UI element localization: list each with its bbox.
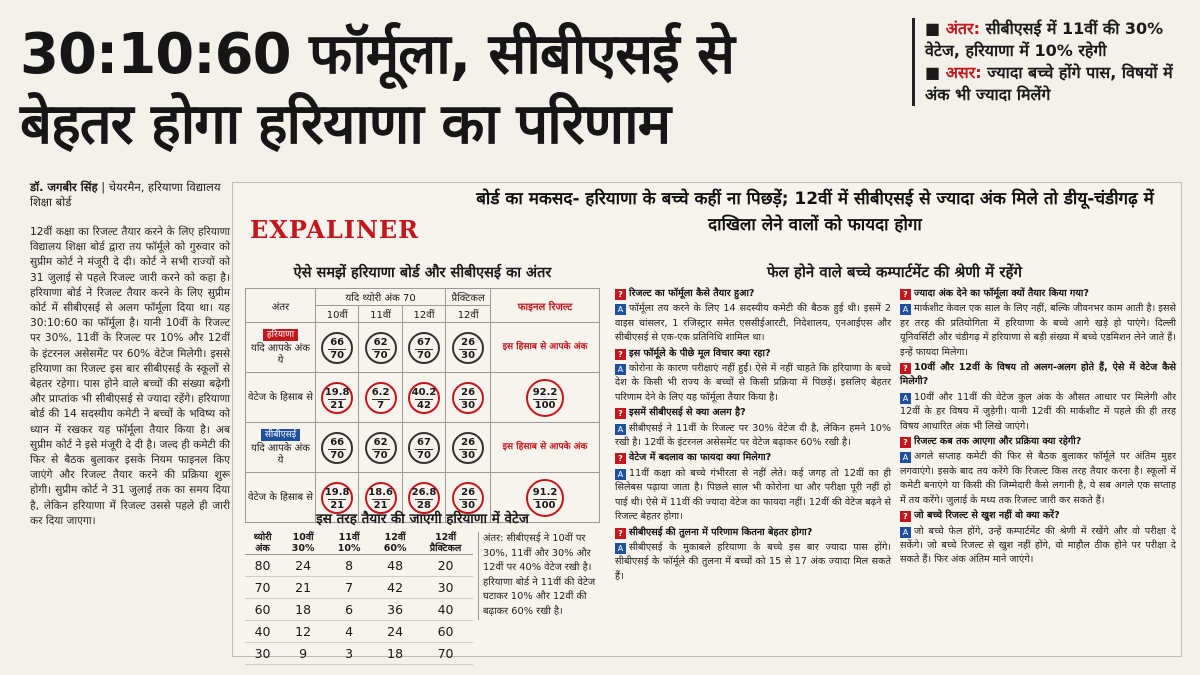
table-cell: 6 bbox=[326, 599, 372, 621]
table-row bbox=[245, 555, 473, 577]
cell bbox=[316, 373, 359, 423]
table-cell: 24 bbox=[280, 555, 326, 577]
author-byline bbox=[30, 180, 230, 210]
table-cell: 18 bbox=[372, 643, 418, 665]
table-cell: 18 bbox=[280, 599, 326, 621]
score-circle: $\frac{19.8}{21}$ bbox=[321, 382, 353, 414]
answer-icon: A bbox=[615, 543, 626, 554]
table-cell: 48 bbox=[372, 555, 418, 577]
sidebar-bullet-1: ■ अंतर: सीबीएसई में 11वीं की 30% वेटेज, हरियाणा में 10% रहेगी bbox=[925, 19, 1164, 60]
qa-answer bbox=[900, 302, 1176, 360]
table-cell: 60 bbox=[245, 599, 280, 621]
weightage-table bbox=[245, 532, 473, 665]
table-cell: 70 bbox=[245, 577, 280, 599]
answer-icon: A bbox=[900, 452, 911, 463]
cell bbox=[359, 373, 402, 423]
qa-answer bbox=[615, 362, 891, 405]
table-cell: 20 bbox=[418, 555, 473, 577]
headline bbox=[20, 20, 900, 160]
row-if-text: यदि आपके अंक ये bbox=[251, 342, 310, 366]
qa-answer bbox=[615, 302, 891, 345]
qa-question bbox=[615, 347, 891, 361]
cell bbox=[402, 323, 445, 373]
bullet-label-1: अंतर: bbox=[945, 19, 980, 38]
answer-icon: A bbox=[615, 364, 626, 375]
sidebar-highlights bbox=[912, 18, 1182, 106]
question-icon: ? bbox=[615, 453, 626, 464]
question-text: इस फॉर्मूले के पीछे मूल विचार क्या रहा? bbox=[629, 347, 771, 359]
answer-text: 10वीं और 11वीं की वेटेज कुल अंक के औसत आधार पर मिलेगी और 12वीं के हर विषय में जुड़ेगी। यानी 12वीं की मार्कशीट में पहले की ही तरह विषय आधारित अंक भी लिखे जाएंगे। bbox=[900, 391, 1176, 432]
qa-question bbox=[615, 526, 891, 540]
qa-question bbox=[900, 287, 1176, 301]
question-text: रिजल्ट का फॉर्मूला कैसे तैयार हुआ? bbox=[629, 288, 755, 299]
table-cell: 3 bbox=[326, 643, 372, 665]
sidebar-bullet-2: ■ असर: ज्यादा बच्चे होंगे पास, विषयों में अंक भी ज्यादा मिलेंगे bbox=[925, 63, 1173, 104]
author-name: डॉ. जगबीर सिंह bbox=[30, 180, 98, 194]
score-circle: $\frac{26.8}{28}$ bbox=[408, 482, 440, 514]
cell bbox=[446, 323, 491, 373]
question-icon: ? bbox=[900, 363, 911, 374]
table-cell: 30 bbox=[245, 643, 280, 665]
answer-text: जो बच्चे फेल होंगे, उन्हें कम्पार्टमेंट की श्रेणी में रखेंगे और वो परीक्षा दे सकेंगे। जो बच्चे रिजल्ट से खुश नहीं होंगे, वो माहौल ठीक होने पर परीक्षा दे सकते हैं। फिर अंक अंतिम माने जाएंगे। bbox=[900, 525, 1176, 566]
question-icon: ? bbox=[615, 408, 626, 419]
cell bbox=[316, 423, 359, 473]
table-cell: 40 bbox=[245, 621, 280, 643]
left-column-text: 12वीं कक्षा का रिजल्ट तैयार करने के लिए हरियाणा विद्यालय शिक्षा बोर्ड द्वारा तय फॉर्मूले को गुरुवार को सुप्रीम कोर्ट ने मंजूरी दे दी। कोर्ट ने सभी राज्यों को 31 जुलाई से पहले रिजल्ट जारी करने को कहा है। हरियाणा बोर्ड ने रिजल्ट तैयार करने के लिए सुप्रीम कोर्ट में सीबीएसई से अलग फॉर्मूला दिया था। यह 30:10:60 का फॉर्मूला है। यानी 10वीं के रिजल्ट पर 30%, 11वीं के रिजल्ट पर 10% और 12वीं के इंटरनल असेसमेंट पर 60% वेटेज मिलेगी। इससे हरियाणा का रिजल्ट इस बार सीबीएसई के स्कूलों से बेहतर रहेगा। पास होने वाले बच्चों की संख्या बढ़ेगी और प्राप्तांक भी सीबीएसई से ज्यादा रहेंगे। हरियाणा बोर्ड की 14 सदस्यीय कमेटी ने बच्चों के भविष्य को ध्यान में रखकर यह फॉर्मूला तैयार किया है। अब सुप्रीम कोर्ट ने इसे मंजूरी दे दी है। जल्द ही कमेटी की फिर से बैठक बुलाकर इसके नियम फाइनल किए जाएंगे और रिजल्ट तैयार करने की प्रक्रिया शुरू होगी। सुप्रीम कोर्ट ने 31 जुलाई तक का समय दिया है, लेकिन हरियाणा में रिजल्ट उससे पहले ही जारी कर दिया जाएगा। bbox=[30, 226, 230, 527]
table-cell: 60 bbox=[418, 621, 473, 643]
score-circle: $\frac{6.2}{7}$ bbox=[365, 382, 397, 414]
cbse-if-label bbox=[246, 423, 316, 473]
cell bbox=[446, 423, 491, 473]
answer-text: अगले सप्ताह कमेटी की फिर से बैठक बुलाकर फॉर्मूले पर अंतिम मुहर लगवाएंगे। इसके बाद तय करेंगे कि रिजल्ट किस तरह तैयार करना है। स्कूलों में कमेटी बनाएंगे या किसी की जिम्मेदारी कैसे लगानी है, ये सब अगले एक सप्ताह में तय करेंगे। जुलाई के मध्य तक रिजल्ट जारी कर सकते हैं। bbox=[900, 451, 1176, 506]
table-cell: 7 bbox=[326, 577, 372, 599]
calc-note: इस हिसाब से आपके अंक bbox=[491, 323, 600, 373]
question-icon: ? bbox=[615, 289, 626, 300]
answer-text: सीबीएसई ने 11वीं के रिजल्ट पर 30% वेटेज दी है, लेकिन हमने 10% रखी है। 12वीं के इंटरनल असेसमेंट पर वेटेज बढ़ाकर 60% रखी है। bbox=[615, 422, 891, 449]
question-icon: ? bbox=[900, 437, 911, 448]
answer-icon: A bbox=[900, 527, 911, 538]
answer-text: 11वीं कक्षा को बच्चे गंभीरता से नहीं लेते। कई जगह तो 12वीं का ही सिलेबस पढ़ाया जाता है। पिछले साल भी कोरोना था और परीक्षा पूरी नहीं हो पाई थी। ऐसे में 11वीं की ज्यादा वेटेज का फायदा नहीं। 12वीं की वेटेज बढ़ने से रिजल्ट बेहतर होगा। bbox=[615, 467, 891, 523]
explainer-label: EXPALINER bbox=[250, 215, 420, 244]
qa-answer bbox=[615, 422, 891, 451]
qa-question bbox=[615, 451, 891, 465]
weightage-header: थ्योरी अंक bbox=[245, 532, 280, 555]
table-row bbox=[245, 532, 473, 555]
comparison-table bbox=[245, 288, 600, 523]
qa-answer bbox=[900, 450, 1176, 508]
question-icon: ? bbox=[900, 289, 911, 300]
table-cell: 21 bbox=[280, 577, 326, 599]
header-final: फाइनल रिजल्ट bbox=[491, 289, 600, 323]
author-role: | चेयरमैन, हरियाणा विद्यालय शिक्षा बोर्ड bbox=[30, 180, 221, 209]
weightage-body bbox=[245, 555, 473, 665]
answer-icon: A bbox=[615, 304, 626, 315]
col-12-practical: 12वीं bbox=[446, 306, 491, 323]
score-circle: $\frac{40.2}{42}$ bbox=[408, 382, 440, 414]
row-if-text: यदि आपके अंक ये bbox=[251, 442, 310, 466]
score-circle: $\frac{67}{70}$ bbox=[408, 432, 440, 464]
table-row bbox=[245, 621, 473, 643]
haryana-tag: हरियाणा bbox=[263, 329, 298, 341]
table-cell: 4 bbox=[326, 621, 372, 643]
answer-icon: A bbox=[900, 393, 911, 404]
score-circle: $\frac{26}{30}$ bbox=[452, 432, 484, 464]
qa-question bbox=[615, 287, 891, 301]
answer-text: मार्कशीट केवल एक साल के लिए नहीं, बल्कि जीवनभर काम आती है। इससे हर तरह की प्रतियोगिता में हरियाणा के बच्चे आगे खड़े हो पाएंगे। दिल्ली यूनिवर्सिटी और चंडीगढ़ में हरियाणा से बड़ी संख्या में बच्चे एडमिशन लेने जाते हैं। इन्हें फायदा मिलेगा। bbox=[900, 303, 1176, 358]
table-row bbox=[245, 643, 473, 665]
headline-line-1: 30:10:60 फॉर्मूला, सीबीएसई से bbox=[20, 22, 734, 87]
table-cell: 9 bbox=[280, 643, 326, 665]
question-text: इसमें सीबीएसई से क्या अलग है? bbox=[629, 407, 746, 419]
answer-text: फॉर्मूला तय करने के लिए 14 सदस्यीय कमेटी की बैठक हुई थी। इसमें 2 वाइस चांसलर, 1 रजिस्ट्रार समेत एससीईआरटी, निदेशालय, एनआईएस और सीबीएसई से एक-एक प्रतिनिधि शामिल था। bbox=[615, 303, 891, 344]
header-theory: यदि थ्योरी अंक 70 bbox=[316, 289, 446, 306]
score-circle: $\frac{66}{70}$ bbox=[321, 432, 353, 464]
score-circle: $\frac{18.6}{21}$ bbox=[365, 482, 397, 514]
col-10: 10वीं bbox=[316, 306, 359, 323]
haryana-wt-label: वेटेज के हिसाब से bbox=[246, 373, 316, 423]
weightage-header: 10वीं 30% bbox=[280, 532, 326, 555]
table-cell: 30 bbox=[418, 577, 473, 599]
answer-icon: A bbox=[615, 469, 626, 480]
header-antar: अंतर bbox=[246, 289, 316, 323]
question-text: वेटेज में बदलाव का फायदा क्या मिलेगा? bbox=[629, 452, 772, 464]
headline-line-2: बेहतर होगा हरियाणा का परिणाम bbox=[20, 92, 671, 157]
answer-icon: A bbox=[900, 304, 911, 315]
haryana-if-label bbox=[246, 323, 316, 373]
question-text: जो बच्चे रिजल्ट से खुश नहीं वो क्या करें? bbox=[914, 510, 1060, 522]
table-row bbox=[246, 373, 600, 423]
qa-question bbox=[615, 406, 891, 420]
qa-right-column bbox=[900, 287, 1176, 569]
board-objective-banner: बोर्ड का मकसद- हरियाणा के बच्चे कहीं ना पिछड़ें; 12वीं में सीबीएसई से ज्यादा अंक मिले तो डीयू-चंडीगढ़ में दाखिला लेने वालों को फायदा होगा bbox=[476, 189, 1154, 235]
question-text: 10वीं और 12वीं के विषय तो अलग-अलग होते हैं, ऐसे में वेटेज कैसे मिलेगी? bbox=[900, 362, 1176, 388]
table-row bbox=[246, 289, 600, 306]
question-icon: ? bbox=[900, 511, 911, 522]
question-icon: ? bbox=[615, 349, 626, 360]
table-cell: 8 bbox=[326, 555, 372, 577]
cell bbox=[316, 323, 359, 373]
qa-answer bbox=[900, 525, 1176, 568]
final-score-circle: $\frac{91.2}{100}$ bbox=[526, 479, 564, 517]
score-circle: $\frac{26}{30}$ bbox=[452, 482, 484, 514]
col-12: 12वीं bbox=[402, 306, 445, 323]
qa-answer bbox=[615, 541, 891, 584]
cell bbox=[359, 323, 402, 373]
cbse-tag: सीबीएसई bbox=[261, 429, 300, 441]
bullet-label-2: असर: bbox=[945, 63, 982, 82]
qa-left-column bbox=[615, 287, 891, 585]
table-row bbox=[246, 323, 600, 373]
answer-text: सीबीएसई के मुकाबले हरियाणा के बच्चे इस बार ज्यादा पास होंगे। सीबीएसई के फॉर्मूले की तुलना में बच्चों को 15 से 17 अंक ज्यादा मिल सकते हैं। bbox=[615, 541, 891, 582]
answer-text: कोरोना के कारण परीक्षाएं नहीं हुईं। ऐसे में नहीं चाहते कि हरियाणा के बच्चे देश के किसी भी राज्य के बच्चों से किसी प्रक्रिया में पिछड़ें। इसलिए बेहतर परिणाम देने के लिए यह फॉर्मूला तैयार किया है। bbox=[615, 363, 891, 403]
table-row bbox=[246, 423, 600, 473]
table-row bbox=[245, 577, 473, 599]
cell bbox=[446, 373, 491, 423]
table-cell: 80 bbox=[245, 555, 280, 577]
table-cell: 24 bbox=[372, 621, 418, 643]
weightage-title: इस तरह तैयार की जाएगी हरियाणा में वेटेज bbox=[316, 511, 529, 527]
question-text: ज्यादा अंक देने का फॉर्मूला क्यों तैयार किया गया? bbox=[914, 288, 1089, 299]
comparison-title: ऐसे समझें हरियाणा बोर्ड और सीबीएसई का अंतर bbox=[293, 265, 552, 281]
score-circle: $\frac{62}{70}$ bbox=[365, 432, 397, 464]
cbse-wt-label: वेटेज के हिसाब से bbox=[246, 473, 316, 523]
qa-title: फेल होने वाले बच्चे कम्पार्टमेंट की श्रेणी में रहेंगे bbox=[767, 263, 1022, 281]
qa-question bbox=[900, 361, 1176, 390]
table-cell: 42 bbox=[372, 577, 418, 599]
bullet-text-1: सीबीएसई में 11वीं की 30% वेटेज, हरियाणा में 10% रहेगी bbox=[925, 19, 1164, 60]
header-practical: प्रैक्टिकल bbox=[446, 289, 491, 306]
table-cell: 12 bbox=[280, 621, 326, 643]
table-row bbox=[245, 599, 473, 621]
cell bbox=[402, 373, 445, 423]
qa-question bbox=[900, 509, 1176, 523]
final-score-circle: $\frac{92.2}{100}$ bbox=[526, 379, 564, 417]
question-text: रिजल्ट कब तक आएगा और प्रक्रिया क्या रहेगी? bbox=[914, 436, 1082, 448]
col-11: 11वीं bbox=[359, 306, 402, 323]
weightage-header: 12वीं 60% bbox=[372, 532, 418, 555]
weightage-header: 12वीं प्रैक्टिकल bbox=[418, 532, 473, 555]
score-circle: $\frac{26}{30}$ bbox=[452, 382, 484, 414]
score-circle: $\frac{67}{70}$ bbox=[408, 332, 440, 364]
cell bbox=[402, 423, 445, 473]
cell bbox=[359, 423, 402, 473]
bullet-text-2: ज्यादा बच्चे होंगे पास, विषयों में अंक भी ज्यादा मिलेंगे bbox=[925, 63, 1173, 104]
score-circle: $\frac{62}{70}$ bbox=[365, 332, 397, 364]
qa-question bbox=[900, 435, 1176, 449]
weightage-header: 11वीं 10% bbox=[326, 532, 372, 555]
answer-icon: A bbox=[615, 424, 626, 435]
calc-note: इस हिसाब से आपके अंक bbox=[491, 423, 600, 473]
score-circle: $\frac{19.8}{21}$ bbox=[321, 482, 353, 514]
table-cell: 36 bbox=[372, 599, 418, 621]
question-text: सीबीएसई की तुलना में परिणाम कितना बेहतर होगा? bbox=[629, 526, 813, 538]
qa-answer bbox=[615, 467, 891, 525]
cell bbox=[491, 373, 600, 423]
score-circle: $\frac{66}{70}$ bbox=[321, 332, 353, 364]
table-cell: 70 bbox=[418, 643, 473, 665]
weightage-note: अंतर: सीबीएसई ने 10वीं पर 30%, 11वीं और 30% और 12वीं पर 40% वेटेज रखी है। हरियाणा बोर्ड ने 11वीं की वेटेज घटाकर 10% और 12वीं की बढ़ाकर 60% रखी है। bbox=[478, 532, 598, 620]
question-icon: ? bbox=[615, 528, 626, 539]
table-cell: 40 bbox=[418, 599, 473, 621]
score-circle: $\frac{26}{30}$ bbox=[452, 332, 484, 364]
qa-answer bbox=[900, 391, 1176, 434]
